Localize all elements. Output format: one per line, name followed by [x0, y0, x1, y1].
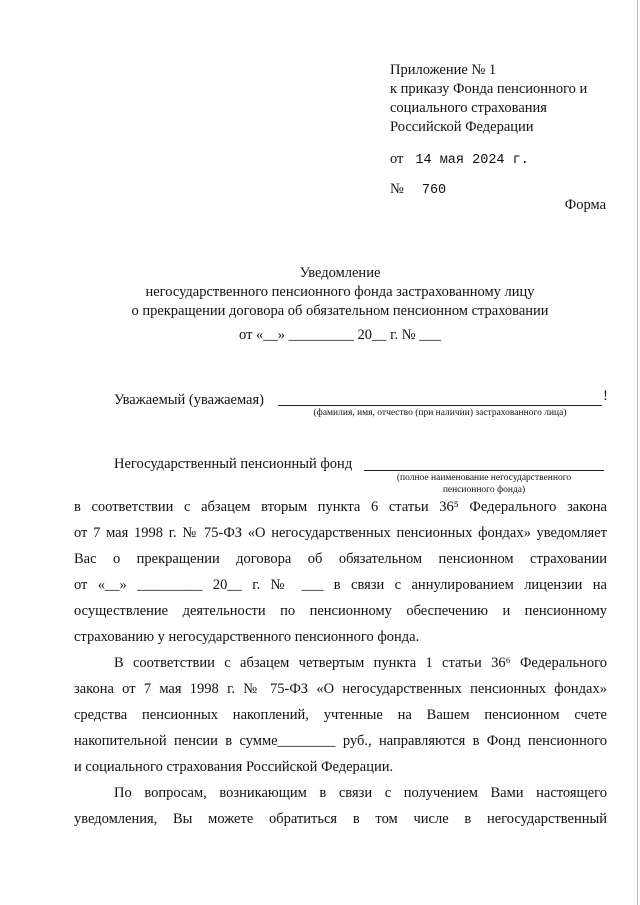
- paragraph-1-line-5: осуществление деятельности по пенсионному обеспечению и пенсионному: [74, 603, 607, 619]
- paragraph-1-line-6: страхованию у негосударственного пенсионного фонда.: [74, 629, 420, 645]
- paragraph-1-line-1: в соответствии с абзацем вторым пункта 6 статьи 36⁵ Федерального закона: [74, 499, 607, 515]
- salutation-exclaim: !: [603, 388, 608, 404]
- order-date-value: 14 мая 2024 г.: [415, 153, 529, 168]
- order-number-value: 760: [421, 183, 447, 198]
- doc-title: Уведомление: [299, 265, 381, 281]
- scan-edge: [637, 0, 638, 905]
- paragraph-1-line-4: от «__» _________ 20__ г. № ___ в связи с аннулированием лицензии на: [74, 577, 607, 593]
- paragraph-2-line-5: и социального страхования Российской Федерации.: [74, 759, 394, 775]
- paragraph-2-line-2: закона от 7 мая 1998 г. № 75-ФЗ «О негосударственных пенсионных фондах»: [74, 681, 607, 697]
- fund-caption-1: (полное наименование негосударственного: [396, 473, 572, 483]
- paragraph-3-line-1: По вопросам, возникающим в связи с получением Вами настоящего: [114, 785, 607, 801]
- form-label: Форма: [564, 197, 606, 213]
- paragraph-2-line-4: накопительной пенсии в сумме________ руб., направляются в Фонд пенсионного: [74, 733, 607, 749]
- paragraph-3-line-2: уведомления, Вы можете обратиться в том числе в негосударственный: [74, 811, 607, 827]
- appendix-number: Приложение № 1: [390, 62, 497, 78]
- paragraph-2-line-3: средства пенсионных накоплений, учтенные на Вашем пенсионном счете: [74, 707, 607, 723]
- appendix-order-ref: к приказу Фонда пенсионного и: [390, 81, 588, 97]
- salutation-name-line: [278, 405, 602, 406]
- salutation-label: Уважаемый (уважаемая): [114, 392, 264, 408]
- appendix-fund-name-2: Российской Федерации: [390, 119, 534, 135]
- paragraph-2-line-1: В соответствии с абзацем четвертым пункта 1 статьи 36⁶ Федерального: [114, 655, 607, 671]
- order-date-prefix: от: [390, 151, 404, 167]
- doc-subtitle-2: о прекращении договора об обязательном пенсионном страховании: [131, 303, 549, 319]
- fund-caption-2: пенсионного фонда): [442, 485, 526, 495]
- doc-date-number-line: от «__» _________ 20__ г. № ___: [239, 327, 441, 343]
- appendix-fund-name-1: социального страхования: [390, 100, 547, 116]
- fund-label: Негосударственный пенсионный фонд: [114, 456, 353, 472]
- paragraph-1-line-3: Вас о прекращении договора об обязательном пенсионном страховании: [74, 551, 607, 567]
- salutation-caption: (фамилия, имя, отчество (при наличии) застрахованного лица): [313, 408, 567, 418]
- order-number-prefix: №: [390, 181, 404, 197]
- paragraph-1-line-2: от 7 мая 1998 г. № 75-ФЗ «О негосударственных пенсионных фондах» уведомляет: [74, 525, 607, 541]
- order-number: [390, 180, 446, 198]
- order-date: [390, 150, 529, 168]
- doc-subtitle-1: негосударственного пенсионного фонда застрахованному лицу: [145, 284, 535, 300]
- fund-name-line: [364, 470, 604, 471]
